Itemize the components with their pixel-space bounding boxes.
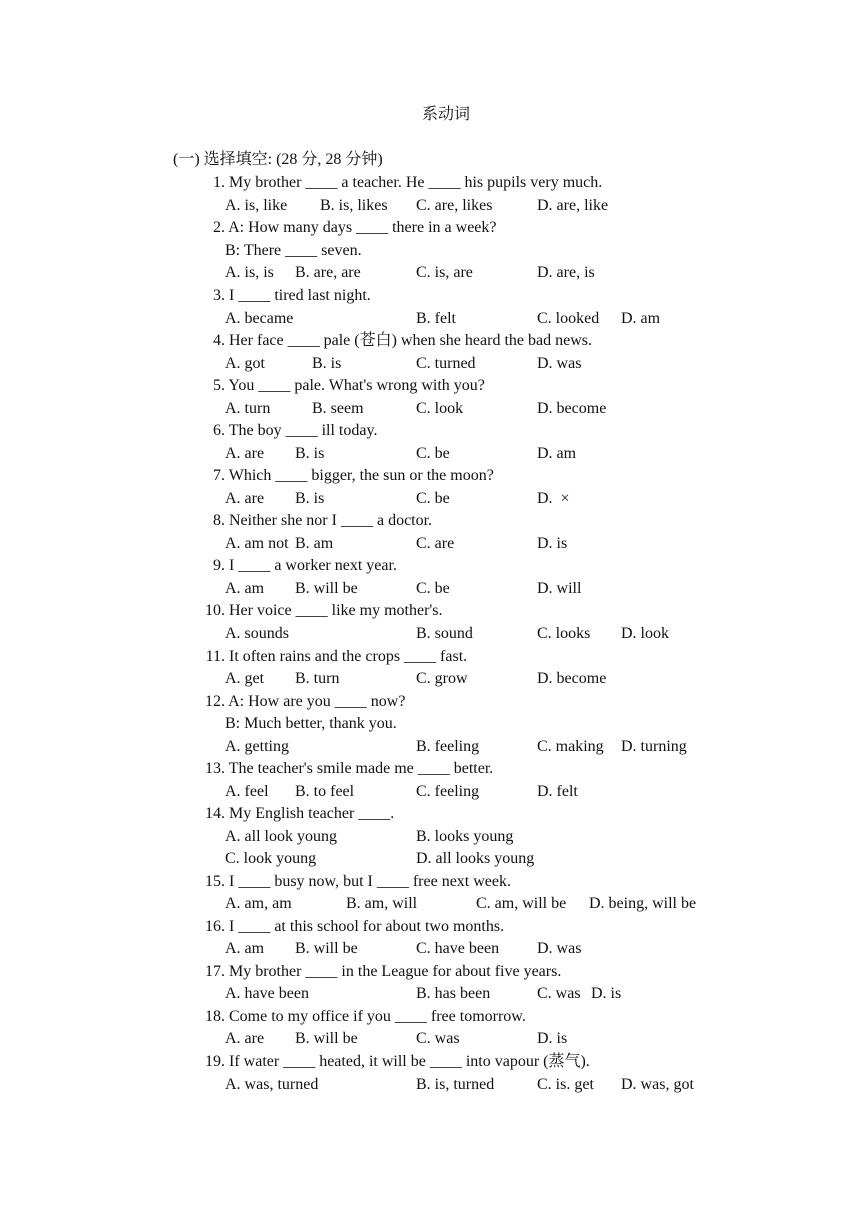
option-a[interactable]: A. are — [225, 1030, 265, 1047]
option-c[interactable]: C. have been — [416, 940, 500, 957]
question-number: 8. — [213, 512, 225, 529]
question-number: 3. — [213, 287, 225, 304]
question-2-line-2: B: There ____ seven. — [225, 242, 362, 259]
option-c[interactable]: C. be — [416, 445, 450, 462]
option-a[interactable]: A. are — [225, 490, 265, 507]
option-a[interactable]: A. became — [225, 310, 294, 327]
question-10 — [199, 600, 443, 622]
question-16 — [199, 916, 504, 938]
option-d[interactable]: D. all looks young — [416, 850, 535, 867]
option-b[interactable]: B. will be — [295, 940, 358, 957]
option-b[interactable]: B. to feel — [295, 783, 355, 800]
question-11 — [199, 646, 467, 668]
question-12 — [199, 691, 405, 713]
question-text: The boy ____ ill today. — [228, 422, 378, 439]
question-text: A: How many days ____ there in a week? — [228, 219, 497, 236]
option-d[interactable]: D. become — [537, 670, 607, 687]
option-c[interactable]: C. be — [416, 580, 450, 597]
option-b[interactable]: B. are, are — [295, 264, 361, 281]
question-18 — [199, 1006, 526, 1028]
option-d[interactable]: D. become — [537, 400, 607, 417]
question-text: My English teacher ____. — [229, 805, 395, 822]
option-a[interactable]: A. am, am — [225, 895, 292, 912]
options-14-row-2 — [225, 848, 785, 870]
option-a[interactable]: A. was, turned — [225, 1076, 319, 1093]
option-a[interactable]: A. am — [225, 580, 265, 597]
option-b[interactable]: B. seem — [312, 400, 364, 417]
options-4 — [225, 353, 785, 375]
question-12-line-2: B: Much better, thank you. — [225, 715, 397, 732]
options-11 — [225, 668, 785, 690]
option-d[interactable]: D. am — [621, 310, 661, 327]
option-a[interactable]: A. get — [225, 670, 265, 687]
option-b[interactable]: B. am — [295, 535, 334, 552]
option-b[interactable]: B. looks young — [416, 828, 514, 845]
option-c[interactable]: C. looks — [537, 625, 591, 642]
options-3 — [225, 308, 785, 330]
option-a[interactable]: A. is, is — [225, 264, 274, 281]
question-19 — [199, 1051, 590, 1073]
question-text: I ____ busy now, but I ____ free next week. — [229, 873, 512, 890]
page-title: 系动词 — [421, 106, 470, 123]
option-c[interactable]: C. be — [416, 490, 450, 507]
question-number: 11. — [205, 648, 225, 665]
question-text: If water ____ heated, it will be ____ into vapour (蒸气). — [229, 1053, 590, 1070]
option-c[interactable]: C. am, will be — [476, 895, 567, 912]
question-text: My brother ____ in the League for about five years. — [229, 963, 562, 980]
question-number: 14. — [205, 805, 225, 822]
option-c[interactable]: C. look young — [225, 850, 317, 867]
option-a[interactable]: A. am not — [225, 535, 289, 552]
option-d[interactable]: D. am — [537, 445, 577, 462]
option-a[interactable]: A. all look young — [225, 828, 337, 845]
question-text: The teacher's smile made me ____ better. — [228, 760, 494, 777]
option-c[interactable]: C. making — [537, 738, 604, 755]
option-d[interactable]: D. felt — [537, 783, 578, 800]
option-c[interactable]: C. is, are — [416, 264, 473, 281]
option-d[interactable]: D. is — [537, 1030, 568, 1047]
question-text: You ____ pale. What's wrong with you? — [228, 377, 485, 394]
options-6 — [225, 443, 785, 465]
question-number: 2. — [213, 219, 225, 236]
options-12 — [225, 736, 785, 758]
option-b[interactable]: B. will be — [295, 580, 358, 597]
option-b[interactable]: B. felt — [416, 310, 456, 327]
question-number: 16. — [205, 918, 225, 935]
question-number: 12. — [205, 693, 225, 710]
question-number: 5. — [213, 377, 225, 394]
question-number: 18. — [205, 1008, 225, 1025]
option-b[interactable]: B. is, turned — [416, 1076, 495, 1093]
options-15 — [225, 893, 785, 915]
question-2 — [199, 217, 497, 239]
option-b[interactable]: B. has been — [416, 985, 491, 1002]
option-a[interactable]: A. turn — [225, 400, 271, 417]
options-19 — [225, 1074, 785, 1096]
question-15 — [199, 871, 511, 893]
option-a[interactable]: A. are — [225, 445, 265, 462]
question-number: 1. — [213, 174, 225, 191]
option-a[interactable]: A. getting — [225, 738, 289, 755]
question-17 — [199, 961, 561, 983]
question-text: I ____ a worker next year. — [229, 557, 397, 574]
question-8 — [199, 510, 432, 532]
option-d[interactable]: D. × — [537, 490, 570, 507]
question-4 — [199, 330, 592, 352]
option-b[interactable]: B. is — [295, 445, 325, 462]
option-b[interactable]: B. is, likes — [320, 197, 388, 214]
question-14 — [199, 803, 394, 825]
option-d[interactable]: D. are, is — [537, 264, 595, 281]
option-c[interactable]: C. look — [416, 400, 464, 417]
question-text: A: How are you ____ now? — [228, 693, 406, 710]
option-d[interactable]: D. are, like — [537, 197, 609, 214]
options-18 — [225, 1028, 785, 1050]
question-7 — [199, 465, 494, 487]
options-2 — [225, 262, 785, 284]
option-b[interactable]: B. am, will — [346, 895, 418, 912]
options-10 — [225, 623, 785, 645]
options-1 — [225, 195, 785, 217]
option-b[interactable]: B. will be — [295, 1030, 358, 1047]
option-d[interactable]: D. will — [537, 580, 582, 597]
option-c[interactable]: C. was — [537, 985, 581, 1002]
option-d[interactable]: D. is — [591, 985, 622, 1002]
question-text: It often rains and the crops ____ fast. — [229, 648, 468, 665]
option-b[interactable]: B. is — [312, 355, 342, 372]
option-c[interactable]: C. looked — [537, 310, 600, 327]
question-number: 9. — [213, 557, 225, 574]
options-5 — [225, 398, 785, 420]
option-d[interactable]: D. turning — [621, 738, 687, 755]
question-number: 19. — [205, 1053, 225, 1070]
question-number: 10. — [205, 602, 225, 619]
option-a[interactable]: A. have been — [225, 985, 309, 1002]
option-d[interactable]: D. was — [537, 355, 582, 372]
options-13 — [225, 781, 785, 803]
option-d[interactable]: D. was, got — [621, 1076, 694, 1093]
question-text: Neither she nor I ____ a doctor. — [229, 512, 433, 529]
question-number: 4. — [213, 332, 225, 349]
question-text: My brother ____ a teacher. He ____ his pupils very much. — [229, 174, 603, 191]
option-c[interactable]: C. are — [416, 535, 455, 552]
section-heading: (一) 选择填空: (28 分, 28 分钟) — [173, 151, 383, 168]
option-b[interactable]: B. is — [295, 490, 325, 507]
option-c[interactable]: C. turned — [416, 355, 476, 372]
question-1 — [199, 172, 602, 194]
option-a[interactable]: A. feel — [225, 783, 269, 800]
option-b[interactable]: B. feeling — [416, 738, 480, 755]
question-text: Her voice ____ like my mother's. — [229, 602, 443, 619]
option-c[interactable]: C. was — [416, 1030, 460, 1047]
question-number: 15. — [205, 873, 225, 890]
option-c[interactable]: C. is. get — [537, 1076, 594, 1093]
option-d[interactable]: D. look — [621, 625, 669, 642]
options-16 — [225, 938, 785, 960]
question-number: 17. — [205, 963, 225, 980]
option-c[interactable]: C. are, likes — [416, 197, 493, 214]
option-b[interactable]: B. sound — [416, 625, 473, 642]
options-8 — [225, 533, 785, 555]
option-a[interactable]: A. is, like — [225, 197, 288, 214]
question-3 — [199, 285, 371, 307]
question-text: Which ____ bigger, the sun or the moon? — [228, 467, 494, 484]
question-number: 13. — [205, 760, 225, 777]
option-d[interactable]: D. was — [537, 940, 582, 957]
question-text: I ____ at this school for about two months. — [229, 918, 505, 935]
question-text: I ____ tired last night. — [229, 287, 371, 304]
question-9 — [199, 555, 397, 577]
options-7 — [225, 488, 785, 510]
option-a[interactable]: A. got — [225, 355, 265, 372]
question-13 — [199, 758, 493, 780]
question-text: Her face ____ pale (苍白) when she heard the bad news. — [229, 332, 592, 349]
option-c[interactable]: C. feeling — [416, 783, 480, 800]
option-d[interactable]: D. being, will be — [589, 895, 697, 912]
question-number: 6. — [213, 422, 225, 439]
question-5 — [199, 375, 485, 397]
option-c[interactable]: C. grow — [416, 670, 468, 687]
question-6 — [199, 420, 377, 442]
question-number: 7. — [213, 467, 225, 484]
question-text: Come to my office if you ____ free tomorrow. — [229, 1008, 526, 1025]
options-17 — [225, 983, 785, 1005]
option-d[interactable]: D. is — [537, 535, 568, 552]
options-14-row-1 — [225, 826, 785, 848]
option-b[interactable]: B. turn — [295, 670, 340, 687]
option-a[interactable]: A. am — [225, 940, 265, 957]
options-9 — [225, 578, 785, 600]
option-a[interactable]: A. sounds — [225, 625, 290, 642]
